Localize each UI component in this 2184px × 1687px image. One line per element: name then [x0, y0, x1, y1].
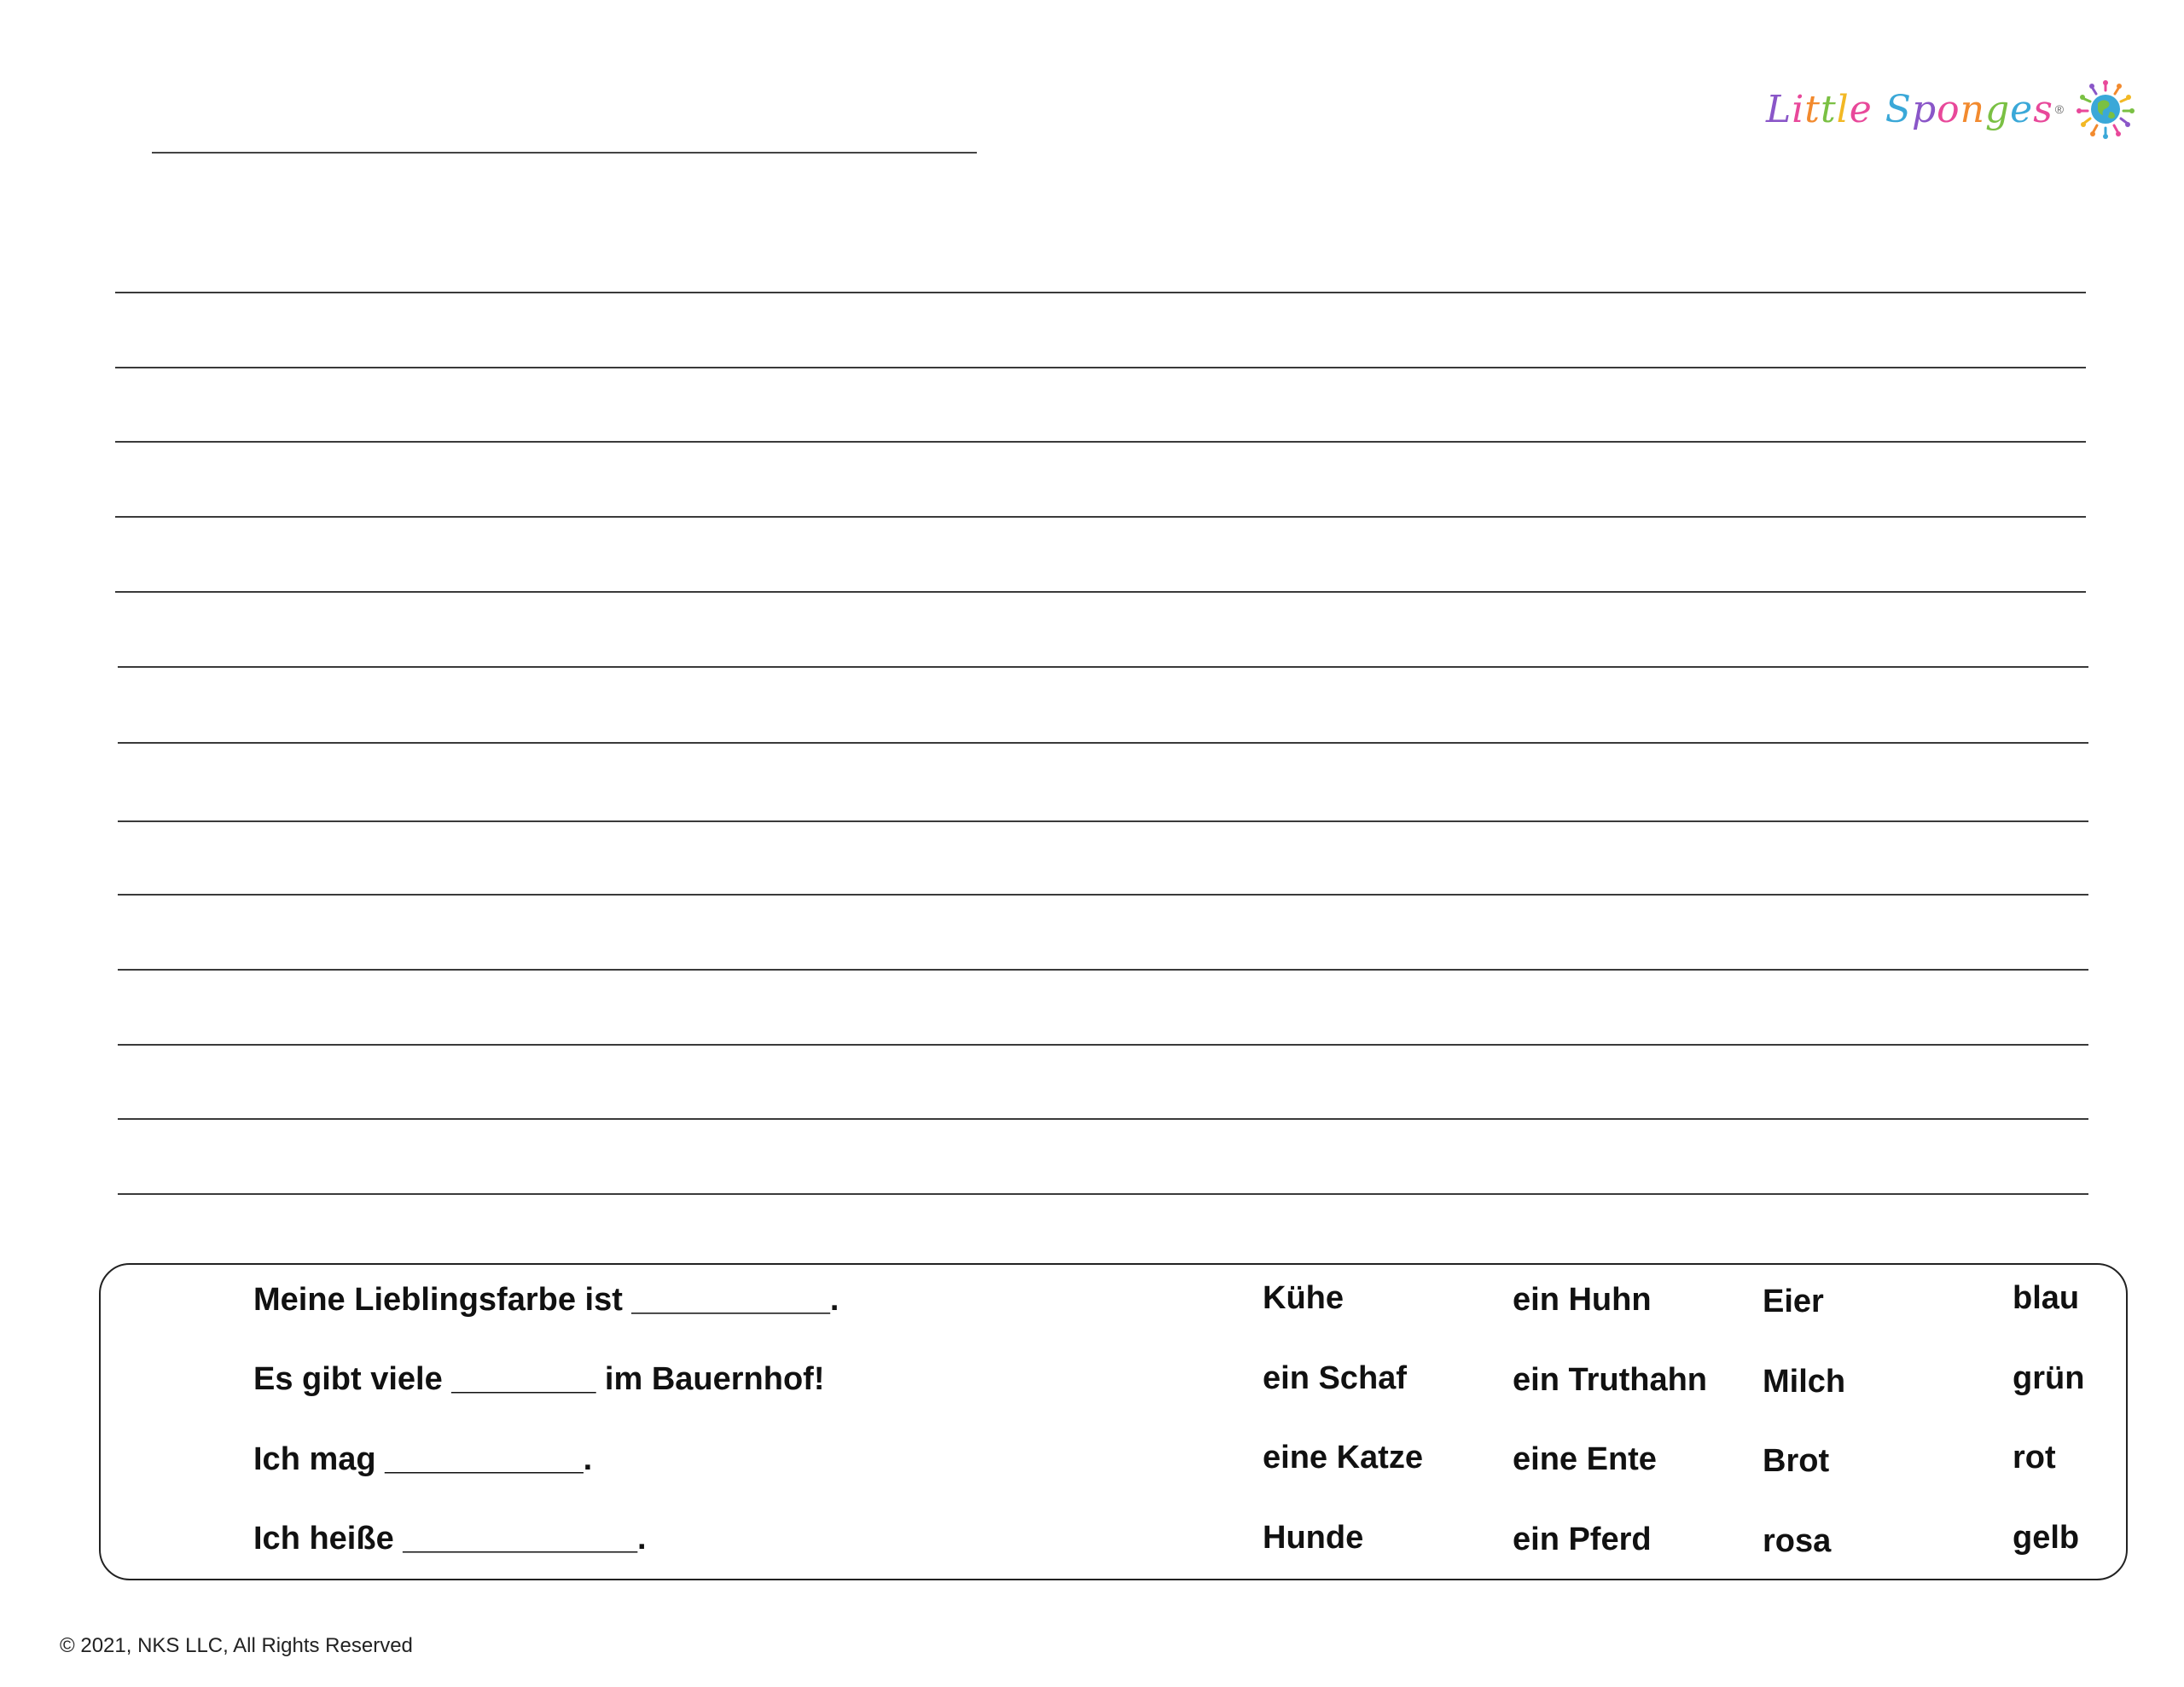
word-bank-item: rosa: [1763, 1523, 1832, 1559]
word-bank-item: Kühe: [1263, 1280, 1344, 1316]
writing-line[interactable]: [118, 969, 2088, 971]
word-bank-item: Eier: [1763, 1284, 1824, 1319]
writing-line[interactable]: [118, 1044, 2088, 1046]
writing-line[interactable]: [118, 742, 2088, 744]
word-bank-item: Brot: [1763, 1443, 1830, 1479]
writing-line[interactable]: [115, 367, 2086, 368]
writing-line[interactable]: [115, 591, 2086, 593]
writing-line[interactable]: [115, 292, 2086, 293]
writing-line[interactable]: [115, 516, 2086, 518]
word-bank-item: ein Pferd: [1513, 1522, 1652, 1557]
writing-line[interactable]: [118, 1118, 2088, 1120]
writing-line[interactable]: [118, 1193, 2088, 1195]
sentence-my-name: Ich heiße _____________.: [253, 1521, 647, 1557]
name-line[interactable]: [152, 152, 977, 154]
word-bank-item: eine Ente: [1513, 1441, 1657, 1477]
word-bank-item: Hunde: [1263, 1520, 1364, 1556]
word-bank-item: ein Huhn: [1513, 1282, 1652, 1318]
word-bank-box: [99, 1263, 2128, 1580]
copyright-text: © 2021, NKS LLC, All Rights Reserved: [60, 1634, 413, 1657]
word-bank-item: Milch: [1763, 1364, 1846, 1400]
writing-line[interactable]: [118, 894, 2088, 896]
logo-text: Little Sponges: [1766, 87, 2053, 131]
word-bank-item: blau: [2013, 1280, 2080, 1316]
little-sponges-logo: [1766, 75, 2135, 143]
writing-line[interactable]: [118, 666, 2088, 668]
writing-line[interactable]: [118, 820, 2088, 822]
writing-line[interactable]: [115, 441, 2086, 443]
word-bank-item: ein Truthahn: [1513, 1362, 1707, 1398]
registered-mark: ®: [2054, 102, 2065, 116]
sentence-farm: Es gibt viele ________ im Bauernhof!: [253, 1361, 825, 1397]
word-bank-item: rot: [2013, 1440, 2056, 1475]
word-bank-item: gelb: [2013, 1520, 2080, 1556]
word-bank-item: eine Katze: [1263, 1440, 1423, 1475]
globe-with-children-icon: [2076, 79, 2135, 139]
sentence-favorite-color: Meine Lieblingsfarbe ist ___________.: [253, 1282, 839, 1318]
sentence-i-like: Ich mag ___________.: [253, 1441, 593, 1477]
word-bank-item: grün: [2013, 1360, 2085, 1396]
word-bank-item: ein Schaf: [1263, 1360, 1407, 1396]
